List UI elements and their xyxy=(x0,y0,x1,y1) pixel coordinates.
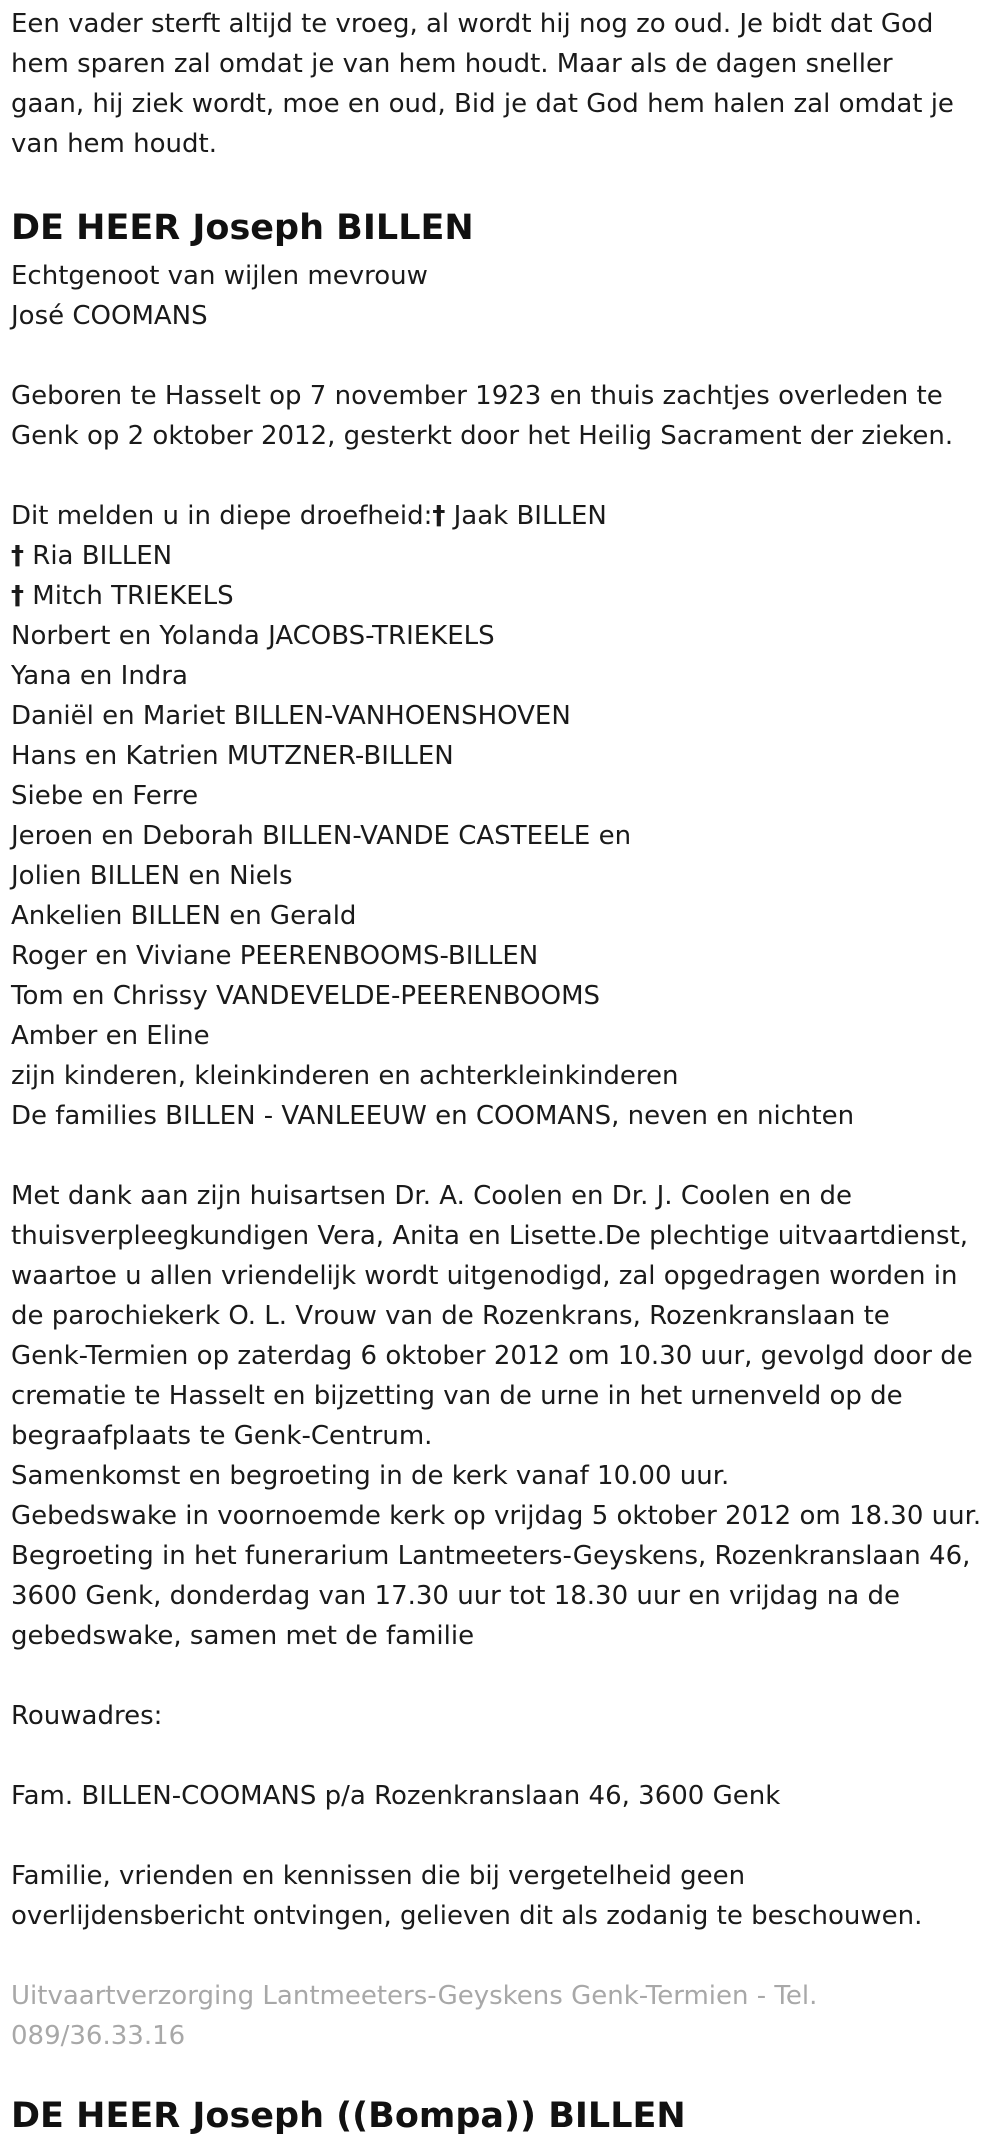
family-member: Siebe en Ferre xyxy=(11,781,199,811)
service-details xyxy=(11,1176,981,1656)
spouse-info xyxy=(11,256,428,336)
family-list xyxy=(11,496,854,1136)
funeral-home-block xyxy=(11,1976,817,2056)
family-member: De families BILLEN - VANLEEUW en COOMANS, neven en nichten xyxy=(11,1101,855,1131)
family-deceased-line xyxy=(11,576,854,616)
family-member: Tom en Chrissy VANDEVELDE-PEERENBOOMS xyxy=(11,981,601,1011)
second-name-heading: DE HEER Joseph ((Bompa)) BILLEN xyxy=(11,2096,686,2136)
family-intro: Dit melden u in diepe droefheid: xyxy=(11,501,433,531)
cross-icon: † xyxy=(432,501,446,531)
family-member: Jeroen en Deborah BILLEN-VANDE CASTEELE en xyxy=(11,821,632,851)
address-label-block xyxy=(11,1696,162,1736)
notice-line: overlijdensbericht ontvingen, gelieven dit als zodanig te beschouwen. xyxy=(11,1901,923,1931)
intro-line: Een vader sterft altijd te vroeg, al wordt hij nog zo oud. Je bidt dat God xyxy=(11,9,934,39)
address-label: Rouwadres: xyxy=(11,1701,163,1731)
family-deceased-member: Ria BILLEN xyxy=(32,541,173,571)
service-line: gebedswake, samen met de familie xyxy=(11,1621,475,1651)
family-member: Jolien BILLEN en Niels xyxy=(11,861,293,891)
service-line: Genk-Termien op zaterdag 6 oktober 2012 om 10.30 uur, gevolgd door de xyxy=(11,1341,973,1371)
funeral-home-line: Uitvaartverzorging Lantmeeters-Geyskens Genk-Termien - Tel. xyxy=(11,1981,818,2011)
service-line: thuisverpleegkundigen Vera, Anita en Lisette.De plechtige uitvaartdienst, xyxy=(11,1221,969,1251)
intro-line: hem sparen zal omdat je van hem houdt. Maar als de dagen sneller xyxy=(11,49,893,79)
service-line: Begroeting in het funerarium Lantmeeters-Geyskens, Rozenkranslaan 46, xyxy=(11,1541,971,1571)
spouse-line: Echtgenoot van wijlen mevrouw xyxy=(11,261,428,291)
service-line: waartoe u allen vriendelijk wordt uitgenodigd, zal opgedragen worden in xyxy=(11,1261,958,1291)
intro-line: van hem houdt. xyxy=(11,129,217,159)
birth-line: Genk op 2 oktober 2012, gesterkt door het Heilig Sacrament der zieken. xyxy=(11,421,954,451)
service-line: 3600 Genk, donderdag van 17.30 uur tot 18.30 uur en vrijdag na de xyxy=(11,1581,900,1611)
service-line: Met dank aan zijn huisartsen Dr. A. Coolen en Dr. J. Coolen en de xyxy=(11,1181,853,1211)
family-deceased-line xyxy=(11,536,854,576)
service-line: de parochiekerk O. L. Vrouw van de Rozenkrans, Rozenkranslaan te xyxy=(11,1301,890,1331)
family-member: Roger en Viviane PEERENBOOMS-BILLEN xyxy=(11,941,539,971)
notice-line: Familie, vrienden en kennissen die bij vergetelheid geen xyxy=(11,1861,746,1891)
birth-line: Geboren te Hasselt op 7 november 1923 en thuis zachtjes overleden te xyxy=(11,381,943,411)
birth-death-info xyxy=(11,376,953,456)
service-line: Gebedswake in voornoemde kerk op vrijdag 5 oktober 2012 om 18.30 uur. xyxy=(11,1501,982,1531)
family-member: Hans en Katrien MUTZNER-BILLEN xyxy=(11,741,454,771)
family-intro-line xyxy=(11,496,854,536)
cross-icon: † xyxy=(11,541,24,571)
family-deceased-member: Mitch TRIEKELS xyxy=(32,581,234,611)
family-member: Yana en Indra xyxy=(11,661,188,691)
address-text: Fam. BILLEN-COOMANS p/a Rozenkranslaan 46, 3600 Genk xyxy=(11,1781,781,1811)
service-line: Samenkomst en begroeting in de kerk vanaf 10.00 uur. xyxy=(11,1461,730,1491)
address-block xyxy=(11,1776,780,1816)
notice-block xyxy=(11,1856,922,1936)
funeral-home-phone: 089/36.33.16 xyxy=(11,2021,186,2051)
service-line: crematie te Hasselt en bijzetting van de urne in het urnenveld op de xyxy=(11,1381,903,1411)
spouse-line: José COOMANS xyxy=(11,301,208,331)
intro-poem xyxy=(11,4,954,164)
cross-icon: † xyxy=(11,581,24,611)
family-member: Norbert en Yolanda JACOBS-TRIEKELS xyxy=(11,621,495,651)
family-deceased-member: Jaak BILLEN xyxy=(453,501,607,531)
family-member: Ankelien BILLEN en Gerald xyxy=(11,901,357,931)
intro-line: gaan, hij ziek wordt, moe en oud, Bid je dat God hem halen zal omdat je xyxy=(11,89,954,119)
family-member: Daniël en Mariet BILLEN-VANHOENSHOVEN xyxy=(11,701,571,731)
family-member: zijn kinderen, kleinkinderen en achterkleinkinderen xyxy=(11,1061,679,1091)
family-member: Amber en Eline xyxy=(11,1021,210,1051)
deceased-name-heading: DE HEER Joseph BILLEN xyxy=(11,208,474,248)
service-line: begraafplaats te Genk-Centrum. xyxy=(11,1421,433,1451)
